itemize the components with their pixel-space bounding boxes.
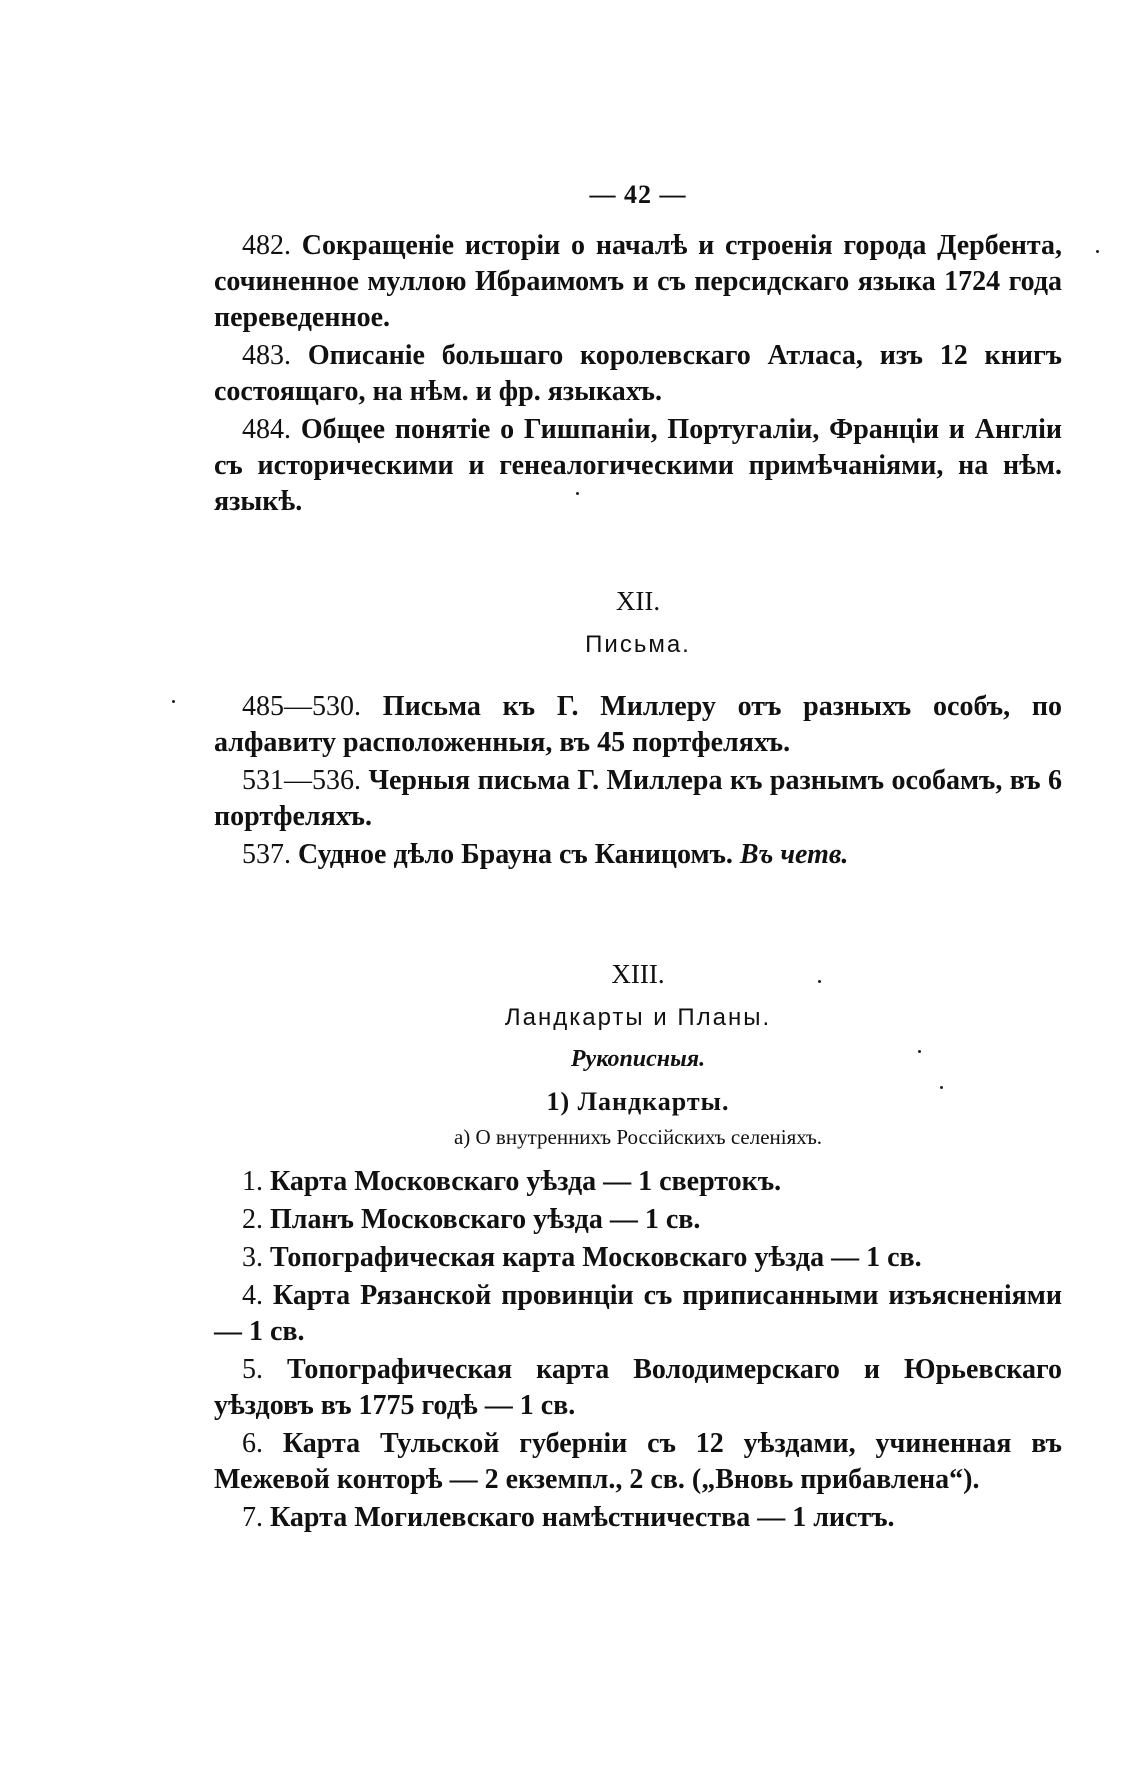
entry-number: 4. — [242, 1280, 263, 1311]
scan-speck — [1096, 250, 1099, 253]
entry-text: Черныя письма Г. Миллера къ разнымъ особамъ, въ 6 портфеляхъ. — [214, 765, 1063, 832]
entry-number: 7. — [242, 1502, 263, 1533]
section-13-number: XIII. — [611, 959, 665, 989]
entry-485-530 — [214, 689, 1062, 761]
entry-text: Описаніе большаго королевскаго Атласа, изъ 12 книгъ состоящаго, на нѣм. и фр. языкахъ. — [214, 340, 1062, 407]
entry-number: 5. — [242, 1354, 263, 1385]
map-entry-2 — [214, 1202, 1062, 1238]
scan-speck — [576, 492, 579, 495]
entry-text: Топографическая карта Московскаго уѣзда — 1 св. — [270, 1242, 922, 1273]
entry-number: 2. — [242, 1204, 263, 1235]
entry-484 — [214, 412, 1062, 520]
entry-number: 1. — [242, 1166, 263, 1197]
section-13-subtitle: Рукописныя. — [570, 1046, 706, 1072]
entry-text: Общее понятіе о Гишпаніи, Португаліи, Франціи и Англіи съ историческими и генеалогическими примѣчаніями, на нѣм. языкѣ. — [214, 414, 1062, 517]
group-heading: 1) Ландкарты. — [546, 1087, 730, 1116]
map-entry-6 — [214, 1426, 1062, 1498]
entry-format-note: Въ четв. — [739, 839, 849, 870]
entry-number: 484. — [242, 414, 291, 445]
entry-483 — [214, 338, 1062, 410]
entry-number: 537. — [242, 839, 291, 870]
entry-text: Письма къ Г. Миллеру отъ разныхъ особъ, по алфавиту расположенныя, въ 45 портфеляхъ. — [214, 691, 1063, 758]
entry-text: Планъ Московскаго уѣзда — 1 св. — [270, 1204, 701, 1235]
entry-text: Топографическая карта Володимерскаго и Юрьевскаго уѣздовъ въ 1775 годѣ — 1 св. — [214, 1354, 1063, 1421]
scan-speck — [940, 1086, 943, 1089]
group-subheading: а) О внутреннихъ Россійскихъ селеніяхъ. — [453, 1125, 823, 1149]
entry-531-536 — [214, 763, 1062, 835]
entry-537 — [214, 837, 1062, 873]
entry-text: Карта Московскаго уѣзда — 1 свертокъ. — [270, 1166, 782, 1197]
map-entry-4 — [214, 1278, 1062, 1350]
document-page — [214, 180, 1062, 1536]
entry-number: 485—530. — [242, 691, 361, 722]
entry-number: 6. — [242, 1428, 263, 1459]
page-number: — 42 — — [589, 180, 687, 209]
section-13-title: Ландкарты и Планы. — [504, 1004, 772, 1031]
entry-number: 482. — [242, 230, 291, 261]
entry-text: Карта Тульской губерніи съ 12 уѣздами, учиненная въ Межевой конторѣ — 2 екземпл., 2 св. („Вновь прибавлена“). — [214, 1428, 1062, 1495]
entry-number: 3. — [242, 1242, 263, 1273]
map-entry-3 — [214, 1240, 1062, 1276]
scan-speck — [918, 1050, 921, 1053]
entry-text: Карта Могилевскаго намѣстничества — 1 листъ. — [270, 1502, 895, 1533]
entry-number: 483. — [242, 340, 291, 371]
scan-speck — [818, 980, 821, 983]
entry-text: Карта Рязанской провинціи съ приписанными изъясненіями — 1 св. — [214, 1280, 1063, 1347]
section-12-number: XII. — [615, 586, 661, 616]
section-12-title: Письма. — [585, 631, 691, 658]
entry-482 — [214, 228, 1062, 336]
map-entry-1 — [214, 1164, 1062, 1200]
entry-text: Сокращеніе исторіи о началѣ и строенія города Дербента, сочиненное муллою Ибраимомъ и съ персидскаго языка 1724 года переведенное. — [214, 230, 1062, 333]
entry-number: 531—536. — [242, 765, 361, 796]
entry-text: Судное дѣло Брауна съ Каницомъ. — [298, 839, 733, 870]
map-entry-7 — [214, 1500, 1062, 1536]
map-entry-5 — [214, 1352, 1062, 1424]
scan-speck — [172, 700, 175, 703]
